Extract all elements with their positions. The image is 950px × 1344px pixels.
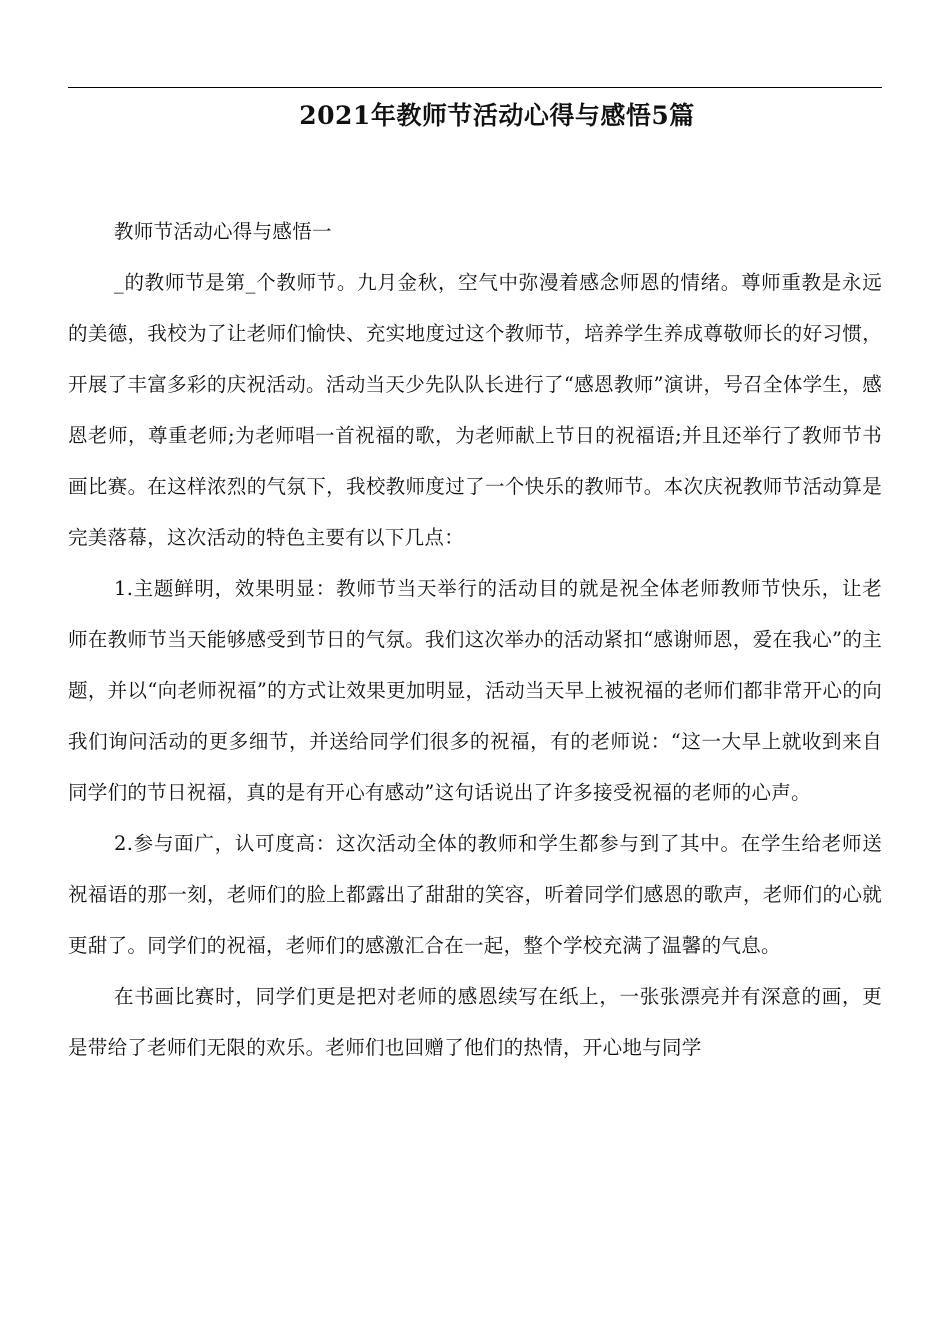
body-paragraph: 1.主题鲜明，效果明显：教师节当天举行的活动目的就是祝全体老师教师节快乐，让老师在教师节当天能够感受到节日的气氛。我们这次举办的活动紧扣“感谢师恩，爱在我心”的主题，并以“向老师祝福”的方式让效果更加明显，活动当天早上被祝福的老师们都非常开心的向我们询问活动的更多细节，并送给同学们很多的祝福，有的老师说：“这一大早上就收到来自同学们的节日祝福，真的是有开心有感动”这句话说出了许多接受祝福的老师的心声。 xyxy=(68,577,882,804)
body-paragraph: 2.参与面广，认可度高：这次活动全体的教师和学生都参与到了其中。在学生给老师送祝福语的那一刻，老师们的脸上都露出了甜甜的笑容，听着同学们感恩的歌声，老师们的心就更甜了。同学们的祝福，老师们的感激汇合在一起，整个学校充满了温馨的气息。 xyxy=(68,832,882,957)
body-paragraph: 在书画比赛时，同学们更是把对老师的感恩续写在纸上，一张张漂亮并有深意的画，更是带给了老师们无限的欢乐。老师们也回赠了他们的热情，开心地与同学 xyxy=(68,985,882,1059)
header-rule xyxy=(68,87,882,88)
body-paragraph: _的教师节是第_个教师节。九月金秋，空气中弥漫着感念师恩的情绪。尊师重教是永远的美德，我校为了让老师们愉快、充实地度过这个教师节，培养学生养成尊敬师长的好习惯，开展了丰富多彩的庆祝活动。活动当天少先队队长进行了“感恩教师”演讲，号召全体学生，感恩老师，尊重老师;为老师唱一首祝福的歌，为老师献上节日的祝福语;并且还举行了教师节书画比赛。在这样浓烈的气氛下，我校教师度过了一个快乐的教师节。本次庆祝教师节活动算是完美落幕，这次活动的特色主要有以下几点： xyxy=(68,271,882,549)
document-title: 2021年教师节活动心得与感悟5篇 xyxy=(299,101,695,130)
document-body xyxy=(68,206,882,1073)
section-heading: 教师节活动心得与感悟一 xyxy=(114,220,332,243)
